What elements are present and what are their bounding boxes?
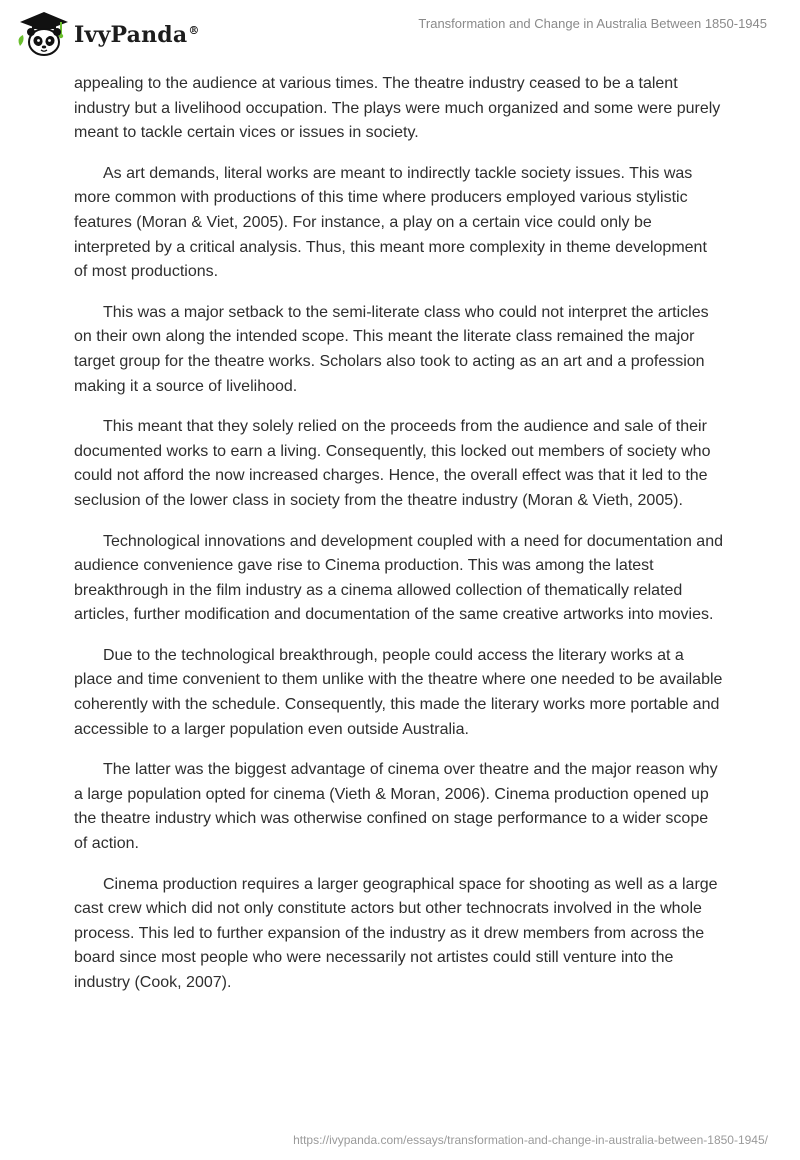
paragraph: This was a major setback to the semi-literate class who could not interpret the articles on their own along the intended scope. This meant the literate class remained the major target group for the theatre works. Scholars also took to acting as an art and a profession making it a source of livelihood. bbox=[74, 303, 709, 395]
brand-name: IvyPanda® bbox=[74, 22, 200, 48]
paragraph: The latter was the biggest advantage of cinema over theatre and the major reason why a large population opted for cinema (Vieth & Moran, 2006). Cinema production opened up the theatre industry which was otherwise confined on stage performance to a wider scope of action. bbox=[74, 761, 718, 853]
source-url[interactable]: https://ivypanda.com/essays/transformation-and-change-in-australia-between-1850-1945/ bbox=[293, 1133, 768, 1147]
page-header bbox=[0, 0, 800, 70]
paragraph: Technological innovations and development coupled with a need for documentation and audience convenience gave rise to Cinema production. This was among the latest breakthrough in the film industry as a cinema allowed collection of thematically related articles, further modification and documentation of the same creative artworks into movies. bbox=[74, 532, 723, 624]
essay-body bbox=[74, 72, 724, 1012]
paragraph: Cinema production requires a larger geographical space for shooting as well as a large cast crew which did not only constitute actors but other technocrats involved in the whole process. This led to further expansion of the industry as it drew members from across the board since most people who were necessarily not artistes could still venture into the industry (Cook, 2007). bbox=[74, 875, 718, 991]
paragraph: As art demands, literal works are meant to indirectly tackle society issues. This was more common with productions of this time where producers employed various stylistic features (Moran & Viet, 2005). For instance, a play on a certain vice could only be interpreted by a critical analysis. Thus, this meant more complexity in theme development of most productions. bbox=[74, 164, 707, 281]
document-title: Transformation and Change in Australia Between 1850-1945 bbox=[418, 16, 767, 31]
ivypanda-logo[interactable] bbox=[14, 8, 200, 58]
paragraph: appealing to the audience at various times. The theatre industry ceased to be a talent industry but a livelihood occupation. The plays were much organized and some were purely meant to tackle certain vices or issues in society. bbox=[74, 75, 721, 142]
panda-graduate-icon bbox=[14, 8, 70, 58]
paragraph: This meant that they solely relied on the proceeds from the audience and sale of their documented works to earn a living. Consequently, this locked out members of society who could not afford the now increased charges. Hence, the overall effect was that it led to the seclusion of the lower class in society from the theatre industry (Moran & Vieth, 2005). bbox=[74, 418, 711, 509]
paragraph: Due to the technological breakthrough, people could access the literary works at a place and time convenient to them unlike with the theatre where one needed to be available coherently with the schedule. Consequently, this made the literary works more portable and accessible to a larger population even outside Australia. bbox=[74, 646, 723, 738]
trademark-symbol: ® bbox=[188, 23, 200, 37]
